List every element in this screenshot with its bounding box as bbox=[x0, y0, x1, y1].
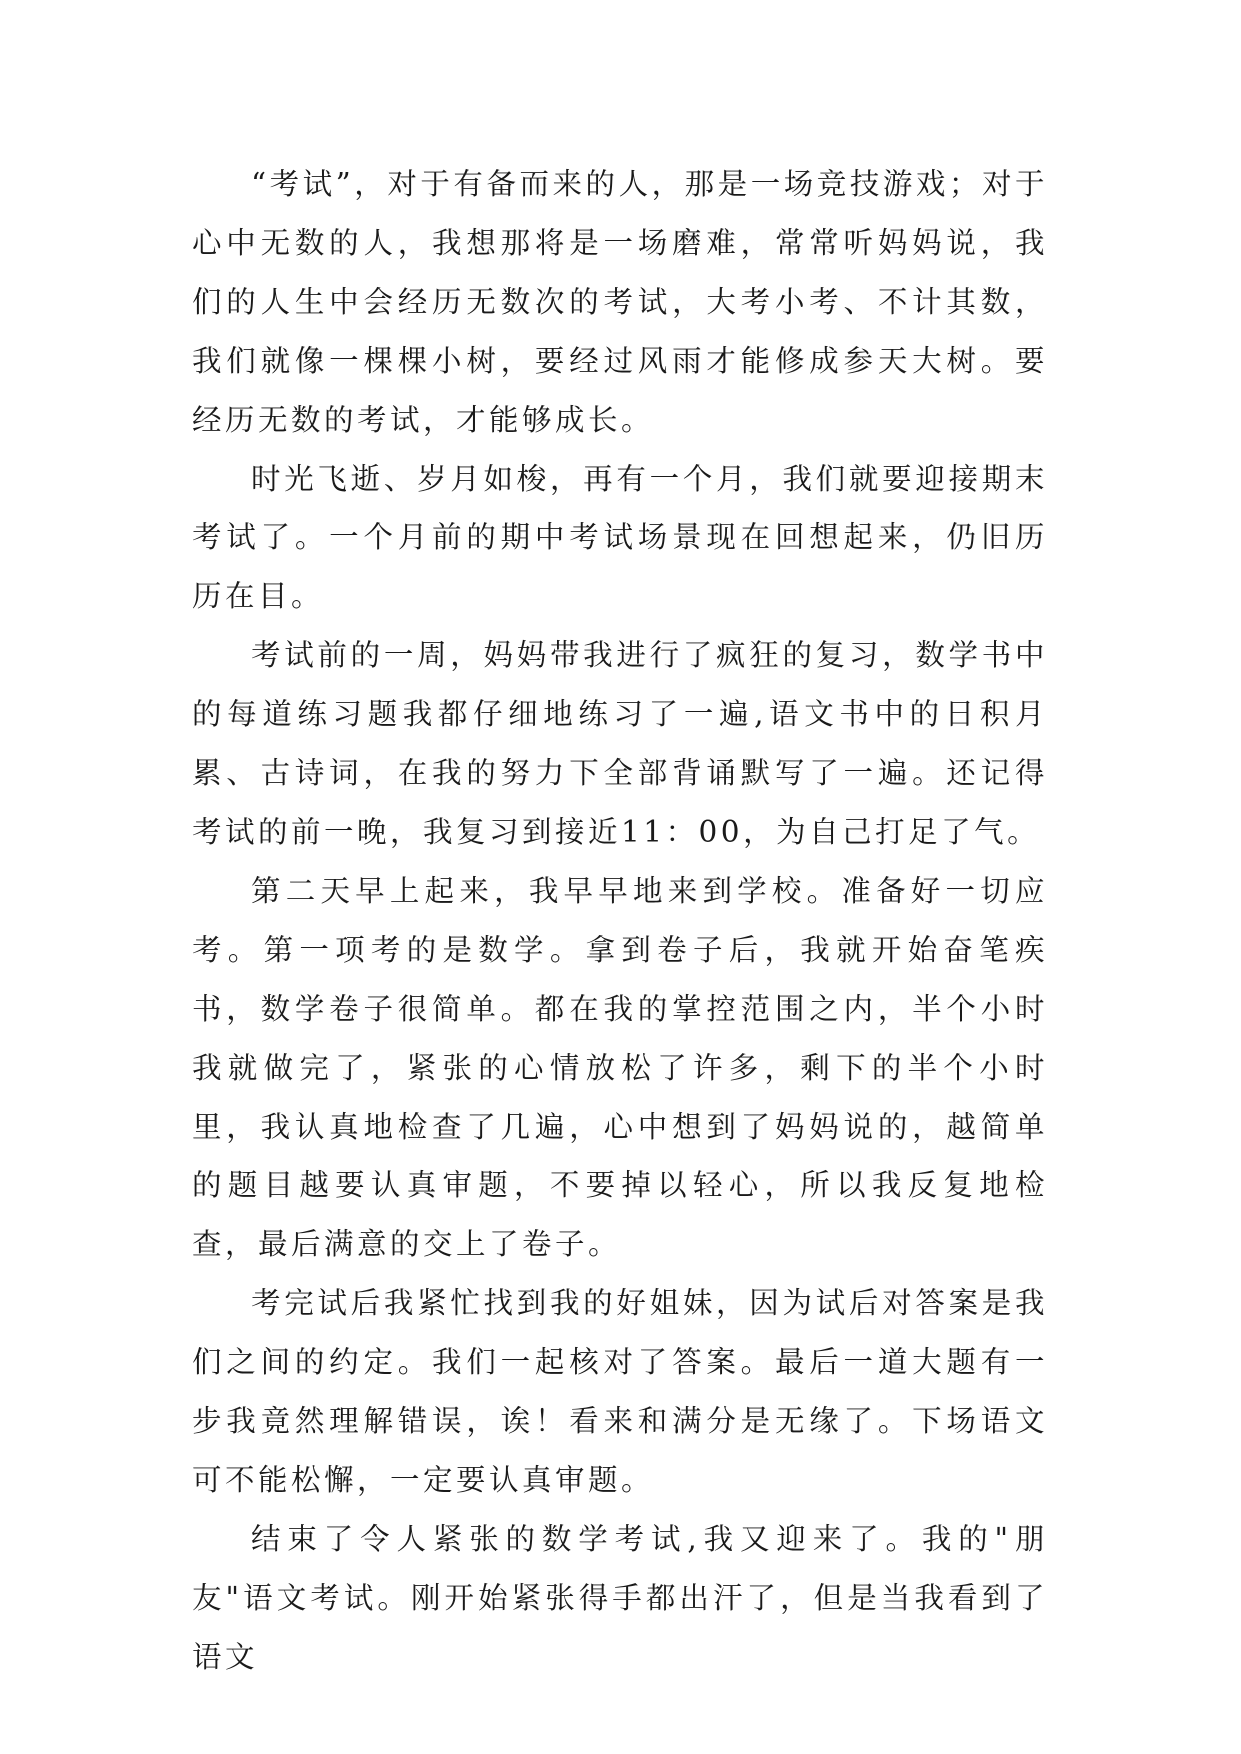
paragraph-6: 结束了令人紧张的数学考试,我又迎来了。我的"朋友"语文考试。刚开始紧张得手都出汗了，但是当我看到了语文 bbox=[192, 1521, 1048, 1674]
paragraph-5: 考完试后我紧忙找到我的好姐妹，因为试后对答案是我们之间的约定。我们一起核对了答案。最后一道大题有一步我竟然理解错误，诶！看来和满分是无缘了。下场语文可不能松懈，一定要认真审题。 bbox=[192, 1286, 1048, 1497]
paragraph-4: 第二天早上起来，我早早地来到学校。准备好一切应考。第一项考的是数学。拿到卷子后，我就开始奋笔疾书，数学卷子很简单。都在我的掌控范围之内，半个小时我就做完了，紧张的心情放松了许多，剩下的半个小时里，我认真地检查了几遍，心中想到了妈妈说的，越简单的题目越要认真审题，不要掉以轻心，所以我反复地检查，最后满意的交上了卷子。 bbox=[192, 873, 1048, 1262]
document-body bbox=[192, 155, 1048, 1687]
paragraph-3: 考试前的一周，妈妈带我进行了疯狂的复习，数学书中的每道练习题我都仔细地练习了一遍,语文书中的日积月累、古诗词，在我的努力下全部背诵默写了一遍。还记得考试的前一晚，我复习到接近11：00，为自己打足了气。 bbox=[192, 638, 1048, 849]
paragraph-2: 时光飞逝、岁月如梭，再有一个月，我们就要迎接期末考试了。一个月前的期中考试场景现在回想起来，仍旧历历在目。 bbox=[192, 461, 1048, 614]
paragraph-1: “考试”，对于有备而来的人，那是一场竞技游戏；对于心中无数的人，我想那将是一场磨难，常常听妈妈说，我们的人生中会经历无数次的考试，大考小考、不计其数，我们就像一棵棵小树，要经过风雨才能修成参天大树。要经历无数的考试，才能够成长。 bbox=[192, 167, 1048, 437]
